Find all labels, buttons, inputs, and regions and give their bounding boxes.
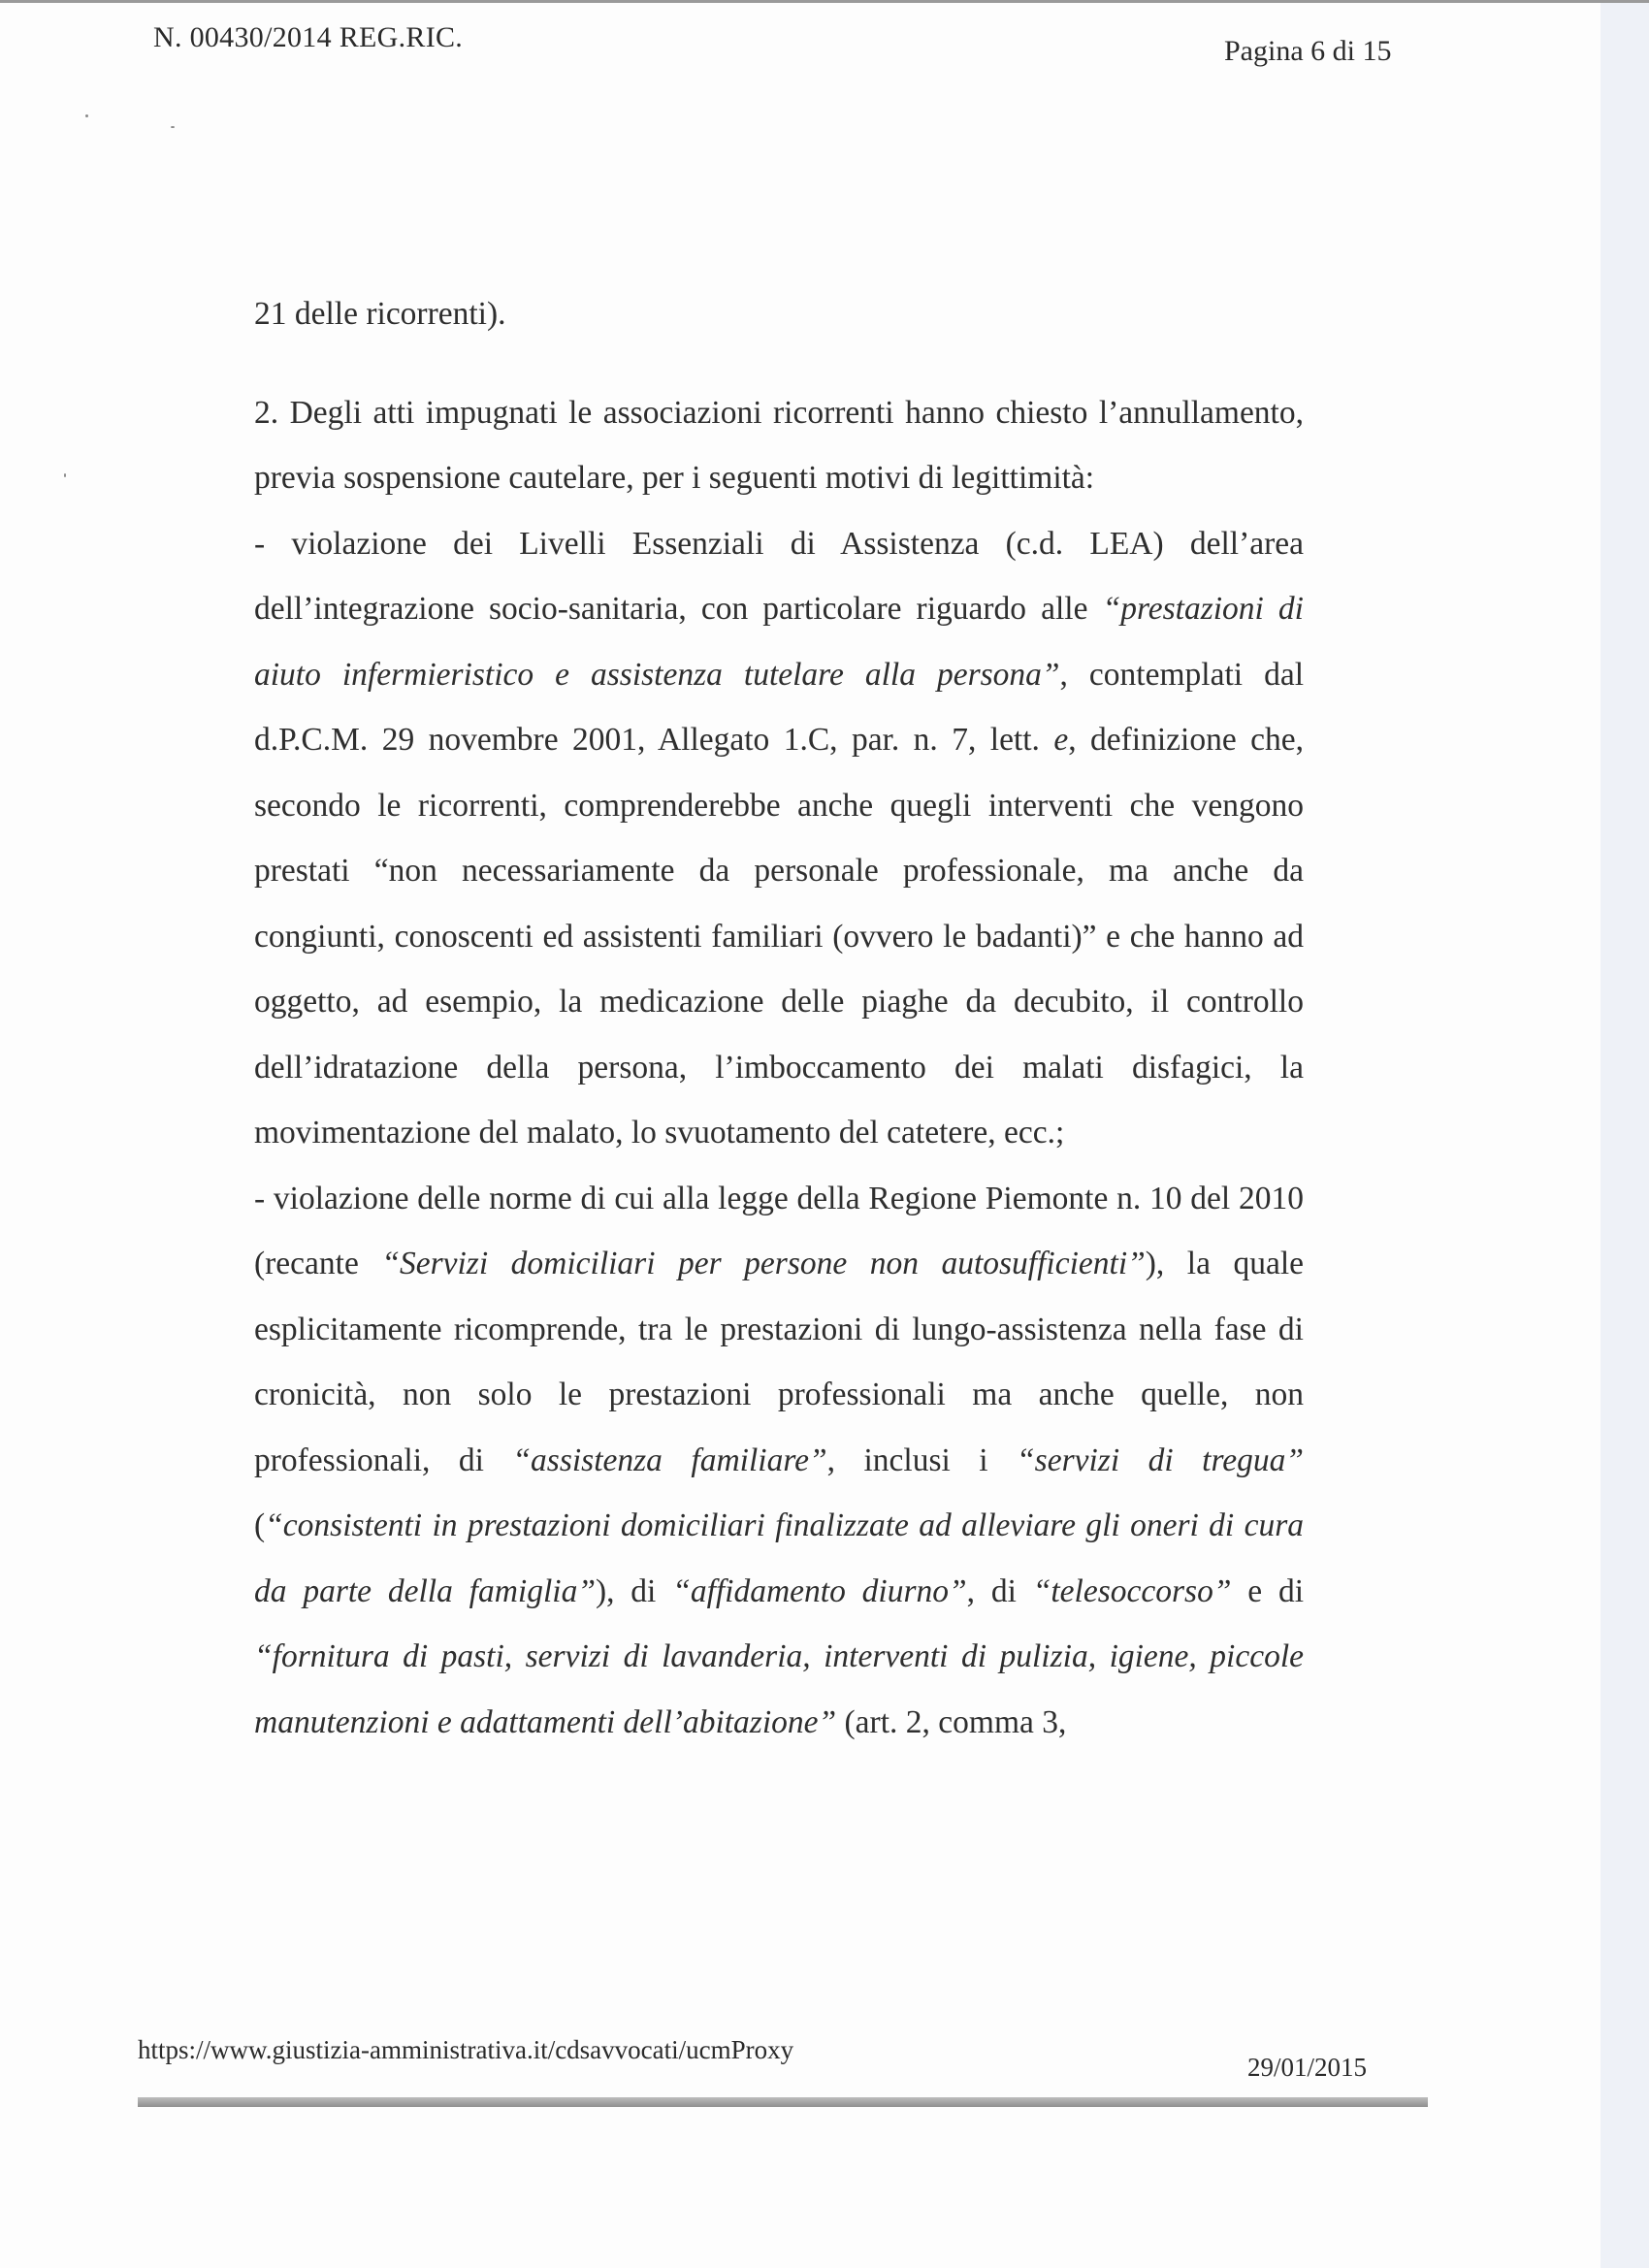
scan-speck xyxy=(85,114,88,117)
lea-quote-prestazioni: “prestazioni di aiuto infermieristico e assistenza tutelare alla persona” xyxy=(254,591,1304,693)
document-body xyxy=(254,281,1304,1755)
lea-text-e: , definizione che, secondo le ricorrenti, comprenderebbe anche quegli interventi che vengono prestati “non necessariamente da personale professionale, ma anche da congiunti, conoscenti ed assistenti familiari (ovvero le badanti)” e che hanno ad oggetto, ad esempio, la medicazione delle piaghe da decubito, il controllo dell’idratazione della persona, l’imboccamento dei malati disfagici, la movimentazione del malato, lo svuotamento del catetere, ecc.; xyxy=(254,722,1304,1150)
law-text-c: ), la quale esplicitamente ricomprende, tra le prestazioni di lungo-assistenza nella fase di cronicità, non solo le prestazioni professionali ma anche quelle, non professionali, di xyxy=(254,1246,1304,1478)
lea-text-c: , contemplati dal d.P.C.M. 29 novembre 2001, Allegato 1.C, par. n. 7, lett. xyxy=(254,656,1304,758)
lea-letter-e: e xyxy=(1053,722,1069,758)
law-quote-fornitura: “fornitura di pasti, servizi di lavanderia, interventi di pulizia, igiene, piccole manutenzioni e adattamenti dell’abitazione” xyxy=(254,1638,1304,1740)
law-quote-telesoccorso: “telesoccorso” xyxy=(1032,1572,1232,1609)
law-text-k: , di xyxy=(966,1572,1033,1609)
scan-speck xyxy=(171,126,175,128)
footer-date: 29/01/2015 xyxy=(1247,2053,1368,2082)
law-quote-servizi-tregua: “servizi di tregua” xyxy=(1017,1442,1304,1478)
paragraph-2: 2. Degli atti impugnati le associazioni ricorrenti hanno chiesto l’annullamento, previa sospensione cautelare, per i seguenti motivi di legittimità: xyxy=(254,394,1304,496)
paragraph-regional-law-violation xyxy=(254,1166,1304,1756)
case-number: N. 00430/2014 REG.RIC. xyxy=(153,21,464,53)
law-text-e: , inclusi i xyxy=(826,1442,1018,1478)
footer-rule xyxy=(138,2097,1428,2107)
scan-speck xyxy=(64,473,66,477)
paragraph-continuation: 21 delle ricorrenti). xyxy=(254,296,506,332)
law-text-i: ), di xyxy=(595,1572,673,1609)
law-text-o: (art. 2, comma 3, xyxy=(836,1703,1067,1740)
law-quote-affidamento: “affidamento diurno” xyxy=(672,1572,967,1609)
law-text-g: ( xyxy=(254,1507,266,1543)
law-text-a: - violazione delle norme di cui alla legge della Regione Piemonte n. 10 del 2010 (recante xyxy=(254,1180,1304,1281)
law-quote-servizi: “Servizi domiciliari per persone non autosufficienti” xyxy=(381,1246,1146,1281)
footer-url: https://www.giustizia-amministrativa.it/cdsavvocati/ucmProxy xyxy=(138,2035,794,2064)
paragraph-lea-violation xyxy=(254,511,1304,1166)
law-text-m: e di xyxy=(1231,1572,1305,1609)
page-number: Pagina 6 di 15 xyxy=(1224,35,1392,67)
top-rule xyxy=(0,0,1649,3)
scan-edge-band xyxy=(1600,0,1649,2268)
law-quote-consistenti: “consistenti in prestazioni domiciliari finalizzate ad alleviare gli oneri di cura da parte della famiglia” xyxy=(254,1507,1304,1609)
lea-text-a: - violazione dei Livelli Essenziali di Assistenza (c.d. LEA) dell’area dell’integrazione socio-sanitaria, con particolare riguardo alle xyxy=(254,525,1304,627)
law-quote-assistenza-familiare: “assistenza familiare” xyxy=(512,1442,827,1478)
